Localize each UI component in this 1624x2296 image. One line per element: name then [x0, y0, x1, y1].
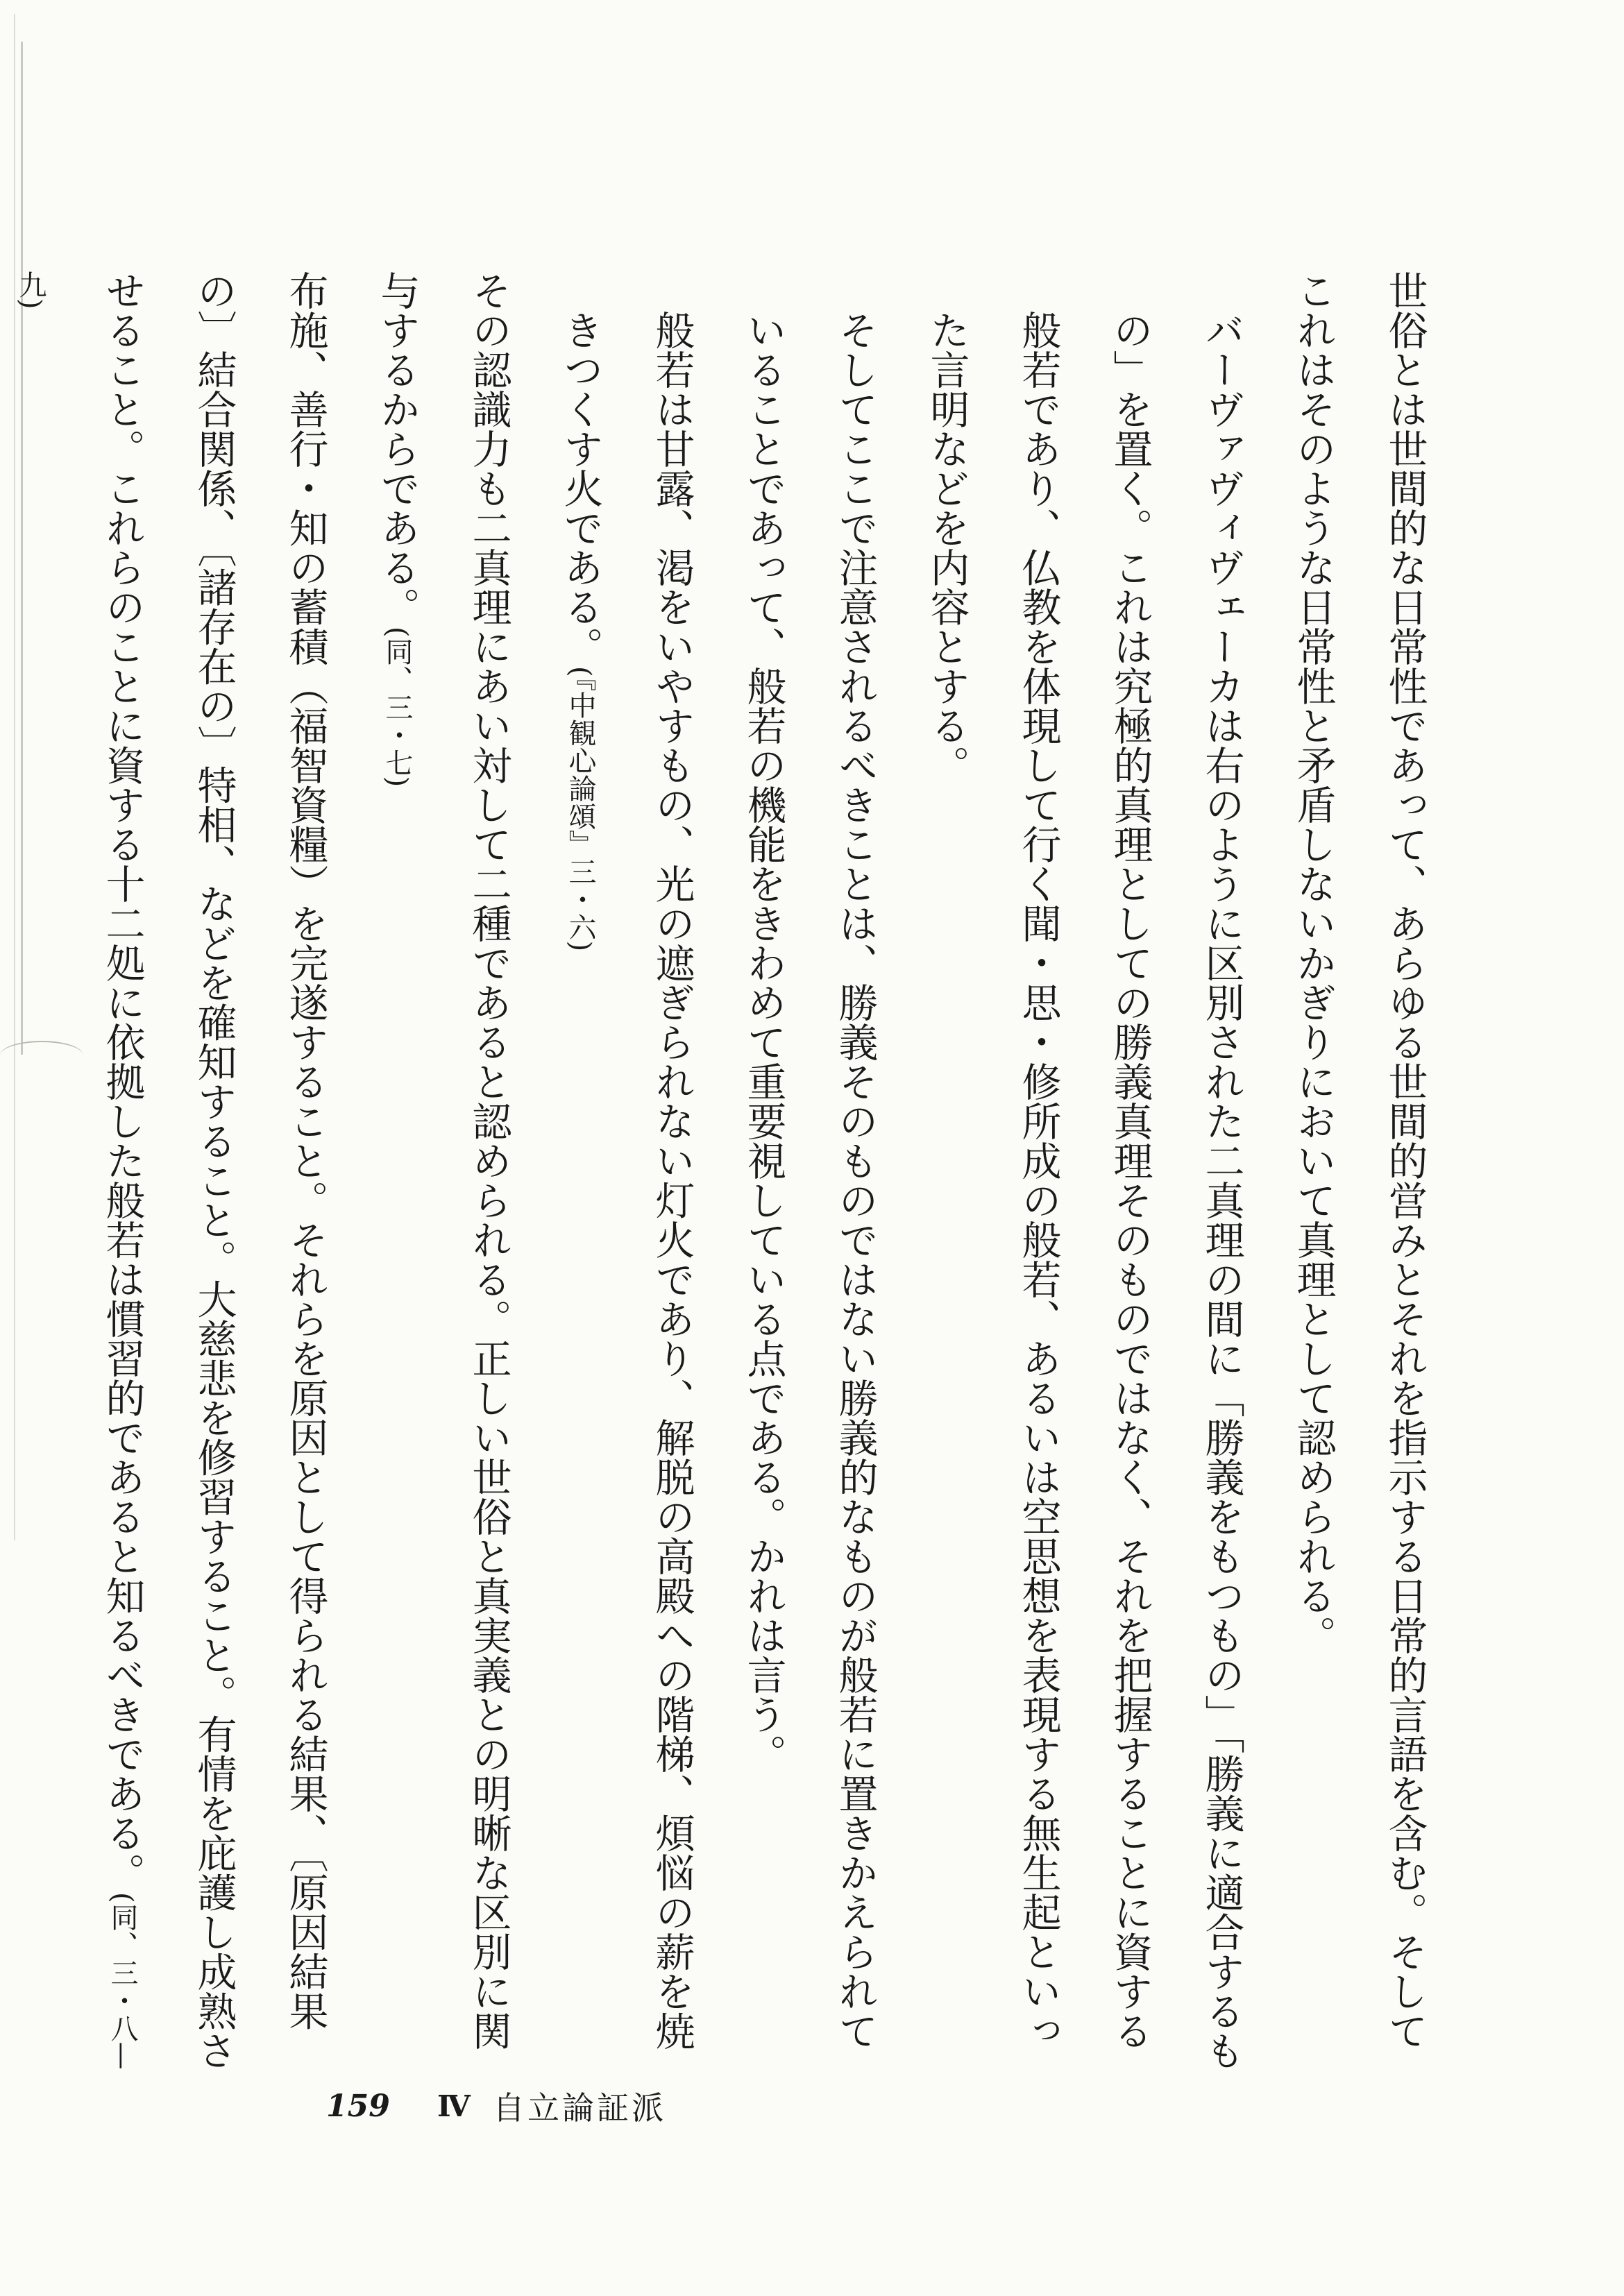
page-number: 159 [326, 2088, 390, 2124]
vertical-text-body [15, 271, 1450, 2089]
quote-3-citation: (同、三・八—九) [15, 271, 138, 2070]
quote-1 [534, 271, 718, 2089]
paragraph-2-text: バーヴァヴィヴェーカは右のように区別された二真理の間に「勝義をもつもの」「勝義に適合するもの」を置く。これは究極的真理としての勝義真理そのものではなく、それを把握することに資する般若であり、仏教を体現して行く聞・思・修所成の般若、あるいは空思想を表現する無生起といった言明などを内容とする。 [924, 310, 1244, 2070]
page-footer [326, 2082, 666, 2130]
paragraph-3 [718, 271, 901, 2089]
quote-1-citation: (『中観心論頌』三・六) [564, 666, 596, 952]
chapter-title: 自立論証派 [493, 2089, 666, 2127]
quote-2-citation: (同、三・七) [381, 627, 413, 788]
quote-3 [0, 271, 351, 2089]
paragraph-2 [901, 271, 1267, 2089]
paragraph-3-text: そしてここで注意されるべきことは、勝義そのものではない勝義的なものが般若に置きかえられていることであって、般若の機能をきわめて重要視している点である。かれは言う。 [741, 310, 878, 2050]
quote-3-text: 布施、善行・知の蓄積（福智資糧）を完遂すること。それらを原因として得られる結果、〔原因結果の〕結合関係、〔諸存在の〕特相、などを確知すること。大慈悲を修習すること。有情を庇護し成熟させること。これらのことに資する十二処に依拠した般若は慣習的であると知るべきである。 [99, 271, 328, 2070]
chapter-number: Ⅳ [437, 2089, 471, 2123]
paragraph-1-text: 世俗とは世間的な日常性であって、あらゆる世間的営みとそれを指示する日常的言語を含む。そしてこれはそのような日常性と矛盾しないかぎりにおいて真理として認められる。 [1290, 271, 1428, 2050]
quote-2 [351, 271, 534, 2089]
quote-1-text: 般若は甘露、渇をいやすもの、光の遮ぎられない灯火であり、解脱の高殿への階梯、煩悩の薪を焼きつくす火である。 [557, 310, 695, 2050]
quote-2-text: その認識力も二真理にあい対して二種であると認められる。正しい世俗と真実義との明晰な区別に関与するからである。 [374, 271, 511, 2050]
paragraph-1 [1267, 271, 1450, 2089]
